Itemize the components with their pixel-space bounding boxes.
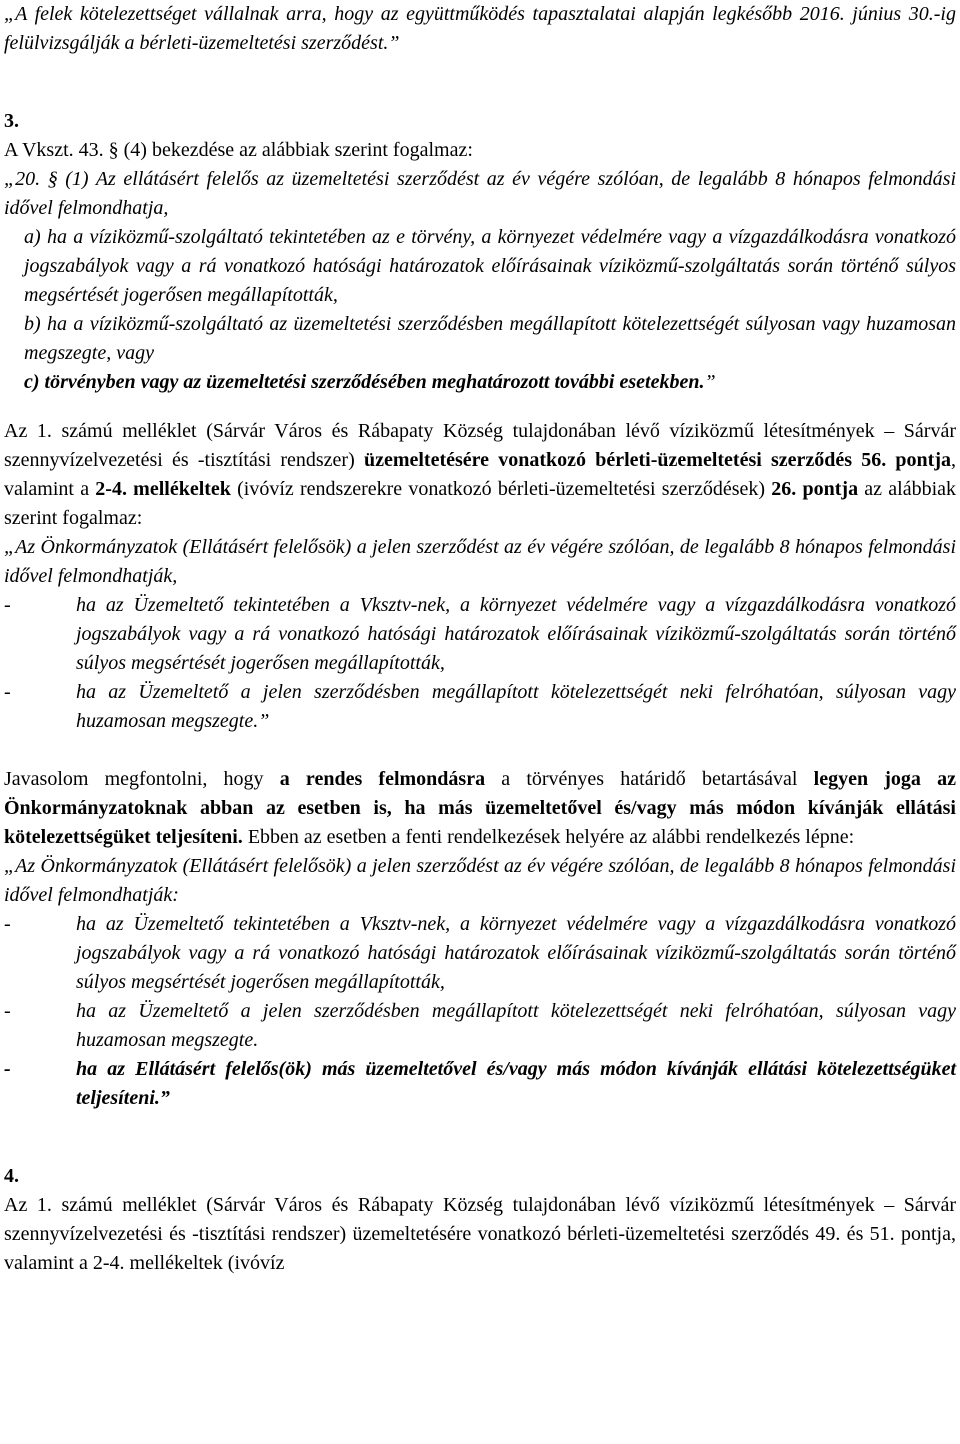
annex-text-3-bold: 26. pontja	[771, 478, 859, 500]
annex-text-2-bold: 2-4. mellékeltek	[95, 478, 231, 500]
contract-annex-paragraph	[4, 417, 956, 533]
dash-item-text: ha az Üzemeltető a jelen szerződésben megállapított kötelezettségét neki felróhatóan, súlyosan vagy huzamosan megszegte.”	[76, 681, 956, 732]
annex-text-4: az alábbiak szerint fogalmaz:	[4, 478, 957, 529]
law-point-c-close: ”	[704, 371, 716, 393]
law-point-c-text: c) törvényben vagy az üzemeltetési szerződésében meghatározott további esetekben.	[24, 371, 705, 393]
annex-text-1: Az 1. számú melléklet (Sárvár Város és Rábapaty Község tulajdonában lévő víziközmű létesítmények – Sárvár szennyvízelvezetési és -tisztítási rendszer)	[4, 420, 956, 471]
proposal-text-2: a törvényes határidő betartásával	[485, 768, 814, 790]
proposal-text-1-bold: a rendes felmondásra	[279, 768, 486, 790]
dash-item-text: ha az Ellátásért felelős(ök) más üzemeltetővel és/vagy más módon kívánják ellátási kötelezettségüket teljesíteni.”	[76, 1058, 956, 1109]
proposal-text-3: Ebben az esetben a fenti rendelkezések helyére az alábbi rendelkezés lépne:	[242, 826, 855, 848]
contract-quote-heading: „Az Önkormányzatok (Ellátásért felelősök) a jelen szerződést az év végére szólóan, de legalább 8 hónapos felmondási idővel felmondhatják,	[4, 536, 956, 587]
contract-dash-item	[4, 591, 956, 678]
law-point-b: b) ha a víziközmű-szolgáltató az üzemeltetési szerződésben megállapított kötelezettségét súlyosan vagy huzamosan megszegte, vagy	[24, 313, 956, 364]
dash-marker: -	[4, 1058, 11, 1080]
spacer	[4, 58, 956, 87]
spacer	[4, 87, 956, 107]
spacer	[4, 1113, 956, 1142]
law-quote-open: „20. § (1)	[4, 168, 96, 190]
document-page	[4, 0, 956, 1278]
spacer	[4, 736, 956, 765]
closing-quote-paragraph: „A felek kötelezettséget vállalnak arra, hogy az együttműködés tapasztalatai alapján legkésőbb 2016. június 30.-ig felülvizsgálják a bérleti-üzemeltetési szerződést.”	[4, 3, 956, 54]
dash-marker: -	[4, 1000, 11, 1022]
spacer	[4, 1142, 956, 1162]
proposal-text-1: Javasolom megfontolni, hogy	[4, 768, 280, 790]
contract-dash-item	[4, 678, 956, 736]
proposal-dash-item	[4, 1055, 956, 1113]
law-point-a: a) ha a víziközmű-szolgáltató tekintetében az e törvény, a környezet védelmére vagy a vízgazdálkodásra vonatkozó jogszabályok vagy a rá vonatkozó hatósági határozatok előírásainak víziközmű-szolgáltatás során történő súlyos megsértését jogerősen megállapították,	[24, 226, 956, 306]
dash-item-text: ha az Üzemeltető tekintetében a Vksztv-nek, a környezet védelmére vagy a vízgazdálkodásra vonatkozó jogszabályok vagy a rá vonatkozó hatósági határozatok előírásainak víziközmű-szolgáltatás során történő súlyos megsértését jogerősen megállapították,	[76, 594, 956, 674]
section-number-4: 4.	[4, 1165, 19, 1187]
dash-marker: -	[4, 594, 11, 616]
spacer	[4, 397, 956, 417]
section-4-text: Az 1. számú melléklet (Sárvár Város és Rábapaty Község tulajdonában lévő víziközmű létesítmények – Sárvár szennyvízelvezetési és -tisztítási rendszer) üzemeltetésére vonatkozó bérleti-üzemeltetési szerződés 49. és 51. pontja, valamint a 2-4. mellékeltek (ivóvíz	[4, 1194, 956, 1274]
section-3-intro: A Vkszt. 43. § (4) bekezdése az alábbiak szerint fogalmaz:	[4, 139, 473, 161]
proposal-quote-heading: „Az Önkormányzatok (Ellátásért felelősök) a jelen szerződést az év végére szólóan, de legalább 8 hónapos felmondási idővel felmondhatják:	[4, 855, 956, 906]
dash-item-text: ha az Üzemeltető a jelen szerződésben megállapított kötelezettségét neki felróhatóan, súlyosan vagy huzamosan megszegte.	[76, 1000, 956, 1051]
proposal-paragraph	[4, 765, 956, 852]
dash-item-text: ha az Üzemeltető tekintetében a Vksztv-nek, a környezet védelmére vagy a vízgazdálkodásra vonatkozó jogszabályok vagy a rá vonatkozó hatósági határozatok előírásainak víziközmű-szolgáltatás során történő súlyos megsértését jogerősen megállapították,	[76, 913, 956, 993]
proposal-dash-item	[4, 910, 956, 997]
section-number-3: 3.	[4, 110, 19, 132]
dash-marker: -	[4, 681, 11, 703]
proposal-dash-item	[4, 997, 956, 1055]
annex-text-1-bold: üzemeltetésére vonatkozó bérleti-üzemeltetési szerződés 56. pontja	[363, 449, 952, 471]
annex-text-2: , valamint a	[4, 449, 957, 500]
proposal-text-2-bold: legyen joga az Önkormányzatoknak abban az esetben is, ha más üzemeltetővel és/vagy más módon kívánják ellátási kötelezettségüket teljesíteni.	[4, 768, 956, 848]
law-quote-main: Az ellátásért felelős az üzemeltetési szerződést az év végére szólóan, de legalább 8 hónapos felmondási idővel felmondhatja,	[4, 168, 956, 219]
annex-text-3: (ivóvíz rendszerekre vonatkozó bérleti-üzemeltetési szerződések)	[230, 478, 772, 500]
dash-marker: -	[4, 913, 11, 935]
law-quote-heading	[4, 165, 956, 223]
law-point-c	[4, 368, 956, 397]
